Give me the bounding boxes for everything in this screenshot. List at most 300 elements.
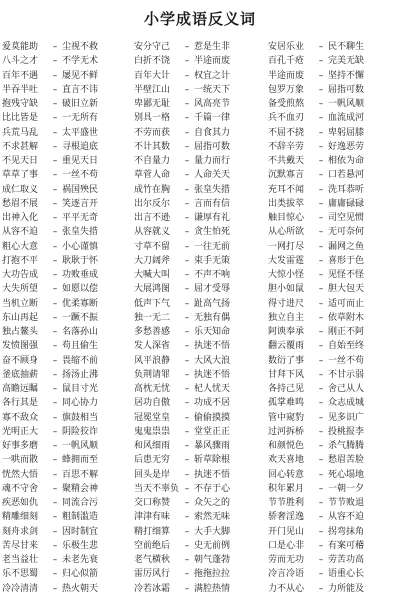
idiom: 好事多磨	[2, 441, 39, 451]
idiom: 从容不迫	[2, 227, 39, 238]
idiom: 欢天喜地	[268, 455, 305, 466]
idiom: 和风细雨	[134, 441, 171, 451]
antonym-idiom: 口若悬河	[328, 170, 365, 181]
antonym-idiom: 屈才受辱	[194, 284, 231, 295]
dash-separator: –	[184, 469, 190, 480]
dash-separator: –	[318, 398, 324, 409]
antonym-idiom: 死心塌地	[328, 469, 365, 480]
antonym-idiom: 畏缩不前	[62, 355, 99, 366]
antonym-idiom: 暴风骤雨	[194, 441, 231, 451]
idiom: 粗心大意	[2, 241, 39, 252]
dash-separator: –	[184, 569, 190, 580]
antonym-pair-row	[2, 311, 136, 325]
antonym-idiom: 不声不响	[194, 270, 231, 280]
antonym-idiom: 名落孙山	[62, 327, 99, 337]
dash-separator: –	[52, 455, 58, 466]
antonym-idiom: 一帆风顺	[62, 441, 99, 451]
antonym-pair-row	[268, 168, 400, 182]
antonym-pair-row	[134, 354, 268, 368]
antonym-idiom: 扬汤止沸	[62, 369, 99, 380]
antonym-pair-row	[134, 240, 268, 254]
idiom: 百年大计	[134, 70, 171, 81]
idiom: 老当益壮	[2, 555, 39, 565]
antonym-pair-row	[134, 582, 268, 596]
antonym-pair-row	[134, 211, 268, 225]
antonym-pair-row	[134, 368, 268, 382]
dash-separator: –	[184, 184, 190, 195]
dash-separator: –	[318, 241, 324, 252]
antonym-pair-row	[268, 69, 400, 83]
antonym-idiom: 谦厚有礼	[194, 213, 231, 223]
dash-separator: –	[184, 312, 190, 323]
dash-separator: –	[52, 498, 58, 508]
antonym-idiom: 斩草除根	[194, 455, 231, 466]
antonym-idiom: 半途而废	[194, 56, 231, 67]
dash-separator: –	[184, 455, 190, 466]
dash-separator: –	[184, 355, 190, 366]
dash-separator: –	[318, 384, 324, 394]
dash-separator: –	[318, 84, 324, 95]
antonym-idiom: 权宜之计	[194, 70, 231, 81]
antonym-pair-row	[134, 311, 268, 325]
antonym-idiom: 不学无术	[62, 56, 99, 67]
antonym-pair-row	[134, 282, 268, 296]
dash-separator: –	[318, 141, 324, 152]
idiom: 兵不血刃	[268, 113, 305, 124]
dash-separator: –	[52, 227, 58, 238]
dash-separator: –	[52, 170, 58, 181]
dash-separator: –	[184, 170, 190, 181]
antonym-idiom: 执迷不悟	[194, 341, 231, 352]
idiom-column-2	[134, 40, 268, 596]
dash-separator: –	[184, 483, 190, 494]
antonym-pair-row	[134, 97, 268, 111]
idiom: 出尔反尔	[134, 198, 171, 209]
idiom: 高瞻远瞩	[2, 384, 39, 394]
idiom: 老气横秋	[134, 555, 171, 565]
antonym-idiom: 趾高气扬	[194, 298, 231, 309]
antonym-idiom: 见多识广	[328, 412, 365, 423]
antonym-idiom: 从容不迫	[328, 512, 365, 523]
dash-separator: –	[184, 227, 190, 238]
antonym-pair-row	[268, 40, 400, 54]
antonym-idiom: 优柔寡断	[62, 298, 99, 309]
antonym-pair-row	[2, 482, 136, 496]
idiom: 爱莫能助	[2, 42, 39, 52]
antonym-idiom: 愁眉苦脸	[328, 455, 365, 466]
antonym-pair-row	[134, 382, 268, 396]
idiom: 半吞半吐	[2, 84, 39, 95]
dash-separator: –	[318, 56, 324, 67]
dash-separator: –	[318, 255, 324, 266]
dash-separator: –	[52, 156, 58, 166]
dash-separator: –	[52, 213, 58, 223]
dash-separator: –	[184, 298, 190, 309]
dash-separator: –	[318, 412, 324, 423]
antonym-pair-row	[134, 396, 268, 410]
antonym-pair-row	[268, 411, 400, 425]
idiom: 当天不辜负	[134, 483, 180, 494]
idiom: 魂不守舍	[2, 483, 39, 494]
idiom: 出神入化	[2, 213, 39, 223]
antonym-pair-row	[2, 525, 136, 539]
antonym-idiom: 直言不讳	[62, 84, 99, 95]
dash-separator: –	[318, 498, 324, 508]
antonym-idiom: 鼠目寸光	[62, 384, 99, 394]
antonym-idiom: 大风大浪	[194, 355, 231, 366]
antonym-idiom: 尘视不救	[62, 42, 99, 52]
antonym-idiom: 破旧立新	[62, 99, 99, 109]
idiom: 各行其是	[2, 398, 39, 409]
antonym-pair-row	[2, 411, 136, 425]
idiom: 釜底抽薪	[2, 369, 39, 380]
idiom: 苦尽甘来	[2, 540, 39, 551]
antonym-idiom: 自食其力	[194, 127, 231, 138]
antonym-idiom: 喜形于色	[328, 255, 365, 266]
antonym-idiom: 屡见不鲜	[62, 70, 99, 81]
idiom-columns	[0, 40, 400, 594]
antonym-pair-row	[268, 83, 400, 97]
antonym-idiom: 洗耳恭听	[328, 184, 365, 195]
dash-separator: –	[52, 270, 58, 280]
dash-separator: –	[184, 70, 190, 81]
antonym-pair-row	[134, 425, 268, 439]
dash-separator: –	[184, 583, 190, 594]
dash-separator: –	[318, 426, 324, 437]
antonym-pair-row	[268, 382, 400, 396]
idiom: 胆小如鼠	[268, 284, 305, 295]
antonym-pair-row	[2, 126, 136, 140]
antonym-idiom: 堂堂正正	[194, 426, 231, 437]
idiom: 冠冕堂皇	[134, 412, 171, 423]
idiom-column-1	[2, 40, 136, 596]
dash-separator: –	[184, 113, 190, 124]
idiom: 半壁江山	[134, 84, 171, 95]
antonym-pair-row	[2, 83, 136, 97]
antonym-idiom: 因时制宜	[62, 526, 99, 537]
antonym-idiom: 聚精会神	[62, 483, 99, 494]
dash-separator: –	[184, 540, 190, 551]
idiom: 草菅人命	[134, 170, 171, 181]
idiom: 别具一格	[134, 113, 171, 124]
idiom: 触目惊心	[268, 213, 305, 223]
antonym-pair-row	[2, 325, 136, 339]
antonym-idiom: 百思不解	[62, 469, 99, 480]
antonym-idiom: 一蹶不振	[62, 312, 99, 323]
idiom: 出类拔萃	[268, 198, 305, 209]
antonym-idiom: 庸庸碌碌	[328, 198, 365, 209]
dash-separator: –	[318, 213, 324, 223]
antonym-pair-row	[2, 539, 136, 553]
antonym-idiom: 相依为命	[328, 156, 365, 166]
antonym-idiom: 大手大脚	[194, 526, 231, 537]
idiom: 恍然大悟	[2, 469, 39, 480]
dash-separator: –	[318, 156, 324, 166]
antonym-pair-row	[268, 339, 400, 353]
idiom: 鬼鬼祟祟	[134, 426, 171, 437]
antonym-pair-row	[268, 211, 400, 225]
dash-separator: –	[52, 441, 58, 451]
antonym-idiom: 一统天下	[194, 84, 231, 95]
idiom: 百孔千疮	[268, 56, 305, 67]
idiom: 安分守己	[134, 42, 171, 52]
antonym-idiom: 杞人忧天	[194, 384, 231, 394]
dash-separator: –	[184, 341, 190, 352]
dash-separator: –	[318, 441, 324, 451]
dash-separator: –	[318, 555, 324, 565]
idiom: 从容就义	[134, 227, 171, 238]
antonym-idiom: 如愿以偿	[62, 284, 99, 295]
idiom: 大发雷霆	[268, 255, 305, 266]
antonym-pair-row	[268, 482, 400, 496]
antonym-pair-row	[2, 282, 136, 296]
dash-separator: –	[52, 241, 58, 252]
dash-separator: –	[52, 141, 58, 152]
antonym-idiom: 束手无策	[194, 255, 231, 266]
idiom: 不共戴天	[268, 156, 305, 166]
idiom: 充耳不闻	[268, 184, 305, 195]
antonym-pair-row	[2, 154, 136, 168]
idiom: 回头是岸	[134, 469, 171, 480]
dash-separator: –	[318, 455, 324, 466]
antonym-idiom: 司空见惯	[328, 213, 365, 223]
antonym-pair-row	[134, 40, 268, 54]
dash-separator: –	[318, 227, 324, 238]
dash-separator: –	[184, 127, 190, 138]
antonym-pair-row	[134, 297, 268, 311]
dash-separator: –	[184, 56, 190, 67]
idiom: 打抱不平	[2, 255, 39, 266]
antonym-pair-row	[134, 225, 268, 239]
idiom: 安居乐业	[268, 42, 305, 52]
antonym-idiom: 蜂拥而至	[62, 455, 99, 466]
dash-separator: –	[184, 441, 190, 451]
idiom: 大刀阔斧	[134, 255, 171, 266]
antonym-pair-row	[268, 268, 400, 282]
antonym-pair-row	[268, 396, 400, 410]
idiom: 备受煎熬	[268, 99, 305, 109]
antonym-idiom: 粗制滥造	[62, 512, 99, 523]
dash-separator: –	[184, 156, 190, 166]
antonym-pair-row	[134, 168, 268, 182]
antonym-idiom: 贪生怕死	[194, 227, 231, 238]
idiom: 翻云覆雨	[268, 341, 305, 352]
antonym-pair-row	[268, 567, 400, 581]
dash-separator: –	[184, 198, 190, 209]
dash-separator: –	[318, 583, 324, 594]
antonym-pair-row	[268, 140, 400, 154]
antonym-pair-row	[268, 297, 400, 311]
dash-separator: –	[52, 284, 58, 295]
dash-separator: –	[52, 99, 58, 109]
dash-separator: –	[184, 526, 190, 537]
antonym-pair-row	[268, 197, 400, 211]
antonym-idiom: 一丝不苟	[328, 355, 365, 366]
antonym-idiom: 一丝不苟	[62, 170, 99, 181]
antonym-idiom: 乐极生悲	[62, 540, 99, 551]
antonym-pair-row	[134, 183, 268, 197]
idiom: 东山再起	[2, 312, 39, 323]
idiom: 光明正大	[2, 426, 39, 437]
dash-separator: –	[52, 583, 58, 594]
dash-separator: –	[52, 426, 58, 437]
antonym-idiom: 拐弯抹角	[328, 526, 365, 537]
idiom: 包罗万象	[268, 84, 305, 95]
idiom: 精雕细刻	[2, 512, 39, 523]
antonym-pair-row	[134, 525, 268, 539]
antonym-idiom: 卑躬屈膝	[328, 127, 365, 138]
idiom: 独占鳌头	[2, 327, 39, 337]
antonym-pair-row	[2, 339, 136, 353]
antonym-pair-row	[268, 154, 400, 168]
idiom: 寡不敌众	[2, 412, 39, 423]
idiom: 力不从心	[268, 583, 305, 594]
antonym-idiom: 张皇失措	[194, 184, 231, 195]
idiom: 不辞辛劳	[268, 141, 305, 152]
idiom: 节节胜利	[268, 498, 305, 508]
idiom: 百年不遇	[2, 70, 39, 81]
antonym-idiom: 同流合污	[62, 498, 99, 508]
dash-separator: –	[52, 569, 58, 580]
antonym-pair-row	[2, 183, 136, 197]
antonym-pair-row	[2, 240, 136, 254]
antonym-idiom: 无独有偶	[194, 312, 231, 323]
antonym-idiom: 苟且偷生	[62, 341, 99, 352]
dash-separator: –	[318, 42, 324, 52]
idiom: 津津有味	[134, 512, 171, 523]
antonym-idiom: 一帆风顺	[328, 99, 365, 109]
antonym-idiom: 拖拖拉拉	[194, 569, 231, 580]
dash-separator: –	[184, 398, 190, 409]
antonym-idiom: 惹是生非	[194, 42, 231, 52]
antonym-pair-row	[134, 468, 268, 482]
idiom-column-3	[268, 40, 400, 596]
idiom: 开门见山	[268, 526, 305, 537]
dash-separator: –	[52, 412, 58, 423]
idiom: 成仁取义	[2, 184, 39, 195]
antonym-idiom: 一往无前	[194, 241, 231, 252]
idiom: 各持己见	[268, 384, 305, 394]
idiom: 愁眉不展	[2, 198, 39, 209]
antonym-pair-row	[268, 240, 400, 254]
dash-separator: –	[52, 341, 58, 352]
antonym-idiom: 平平无奇	[62, 213, 99, 223]
antonym-pair-row	[2, 468, 136, 482]
idiom: 八斗之才	[2, 56, 39, 67]
antonym-pair-row	[2, 97, 136, 111]
antonym-pair-row	[268, 325, 400, 339]
antonym-idiom: 索然无味	[194, 512, 231, 523]
idiom: 不见天日	[2, 156, 39, 166]
antonym-idiom: 阴险狡诈	[62, 426, 99, 437]
antonym-idiom: 偷偷摸摸	[194, 412, 231, 423]
antonym-idiom: 寻根追底	[62, 141, 99, 152]
antonym-pair-row	[268, 553, 400, 567]
dash-separator: –	[184, 498, 190, 508]
dash-separator: –	[318, 355, 324, 366]
idiom: 疾恶如仇	[2, 498, 39, 508]
antonym-idiom: 千篇一律	[194, 113, 231, 124]
antonym-pair-row	[2, 553, 136, 567]
idiom: 交口称赞	[134, 498, 171, 508]
dash-separator: –	[318, 312, 324, 323]
antonym-pair-row	[268, 582, 400, 596]
antonym-pair-row	[134, 553, 268, 567]
antonym-idiom: 民不聊生	[328, 42, 365, 52]
antonym-idiom: 完美无缺	[328, 56, 365, 67]
dash-separator: –	[52, 327, 58, 337]
antonym-idiom: 重见天日	[62, 156, 99, 166]
idiom: 发愤图强	[2, 341, 39, 352]
antonym-idiom: 不甘示弱	[328, 369, 365, 380]
antonym-idiom: 自始至终	[328, 341, 365, 352]
idiom: 孤掌难鸣	[268, 398, 305, 409]
antonym-pair-row	[2, 496, 136, 510]
antonym-pair-row	[134, 111, 268, 125]
idiom: 得寸进尺	[268, 298, 305, 309]
antonym-pair-row	[268, 453, 400, 467]
antonym-idiom: 劳苦功高	[328, 555, 365, 565]
dash-separator: –	[52, 555, 58, 565]
idiom: 草草了事	[2, 170, 39, 181]
idiom: 精打细算	[134, 526, 171, 537]
idiom: 从心所欲	[268, 227, 305, 238]
antonym-idiom: 同心协力	[62, 398, 99, 409]
antonym-idiom: 胆大包天	[328, 284, 365, 295]
dash-separator: –	[184, 270, 190, 280]
antonym-idiom: 太平盛世	[62, 127, 99, 138]
dash-separator: –	[318, 99, 324, 109]
idiom: 独立自主	[268, 312, 305, 323]
antonym-idiom: 张皇失措	[62, 227, 99, 238]
antonym-idiom: 未老先衰	[62, 555, 99, 565]
antonym-idiom: 屈指可数	[328, 84, 365, 95]
antonym-idiom: 满腔热情	[194, 583, 231, 594]
idiom: 甘拜下风	[268, 369, 305, 380]
idiom: 不计其数	[134, 141, 171, 152]
antonym-idiom: 执迷不悟	[194, 369, 231, 380]
antonym-pair-row	[134, 325, 268, 339]
antonym-pair-row	[134, 510, 268, 524]
antonym-pair-row	[2, 439, 136, 453]
idiom: 不屈不挠	[268, 127, 305, 138]
antonym-pair-row	[268, 311, 400, 325]
antonym-pair-row	[268, 510, 400, 524]
dash-separator: –	[318, 526, 324, 537]
idiom: 冷言冷语	[268, 569, 305, 580]
idiom: 高枕无忧	[134, 384, 171, 394]
dash-separator: –	[184, 555, 190, 565]
idiom: 不求甚解	[2, 141, 39, 152]
antonym-pair-row	[268, 126, 400, 140]
antonym-pair-row	[134, 539, 268, 553]
dash-separator: –	[184, 284, 190, 295]
dash-separator: –	[52, 512, 58, 523]
idiom: 空前绝后	[134, 540, 171, 551]
dash-separator: –	[184, 327, 190, 337]
dash-separator: –	[52, 56, 58, 67]
dash-separator: –	[318, 569, 324, 580]
dash-separator: –	[318, 170, 324, 181]
antonym-idiom: 耿耿于怀	[62, 255, 99, 266]
antonym-idiom: 功成不居	[194, 398, 231, 409]
dash-separator: –	[52, 127, 58, 138]
antonym-idiom: 刚正不阿	[328, 327, 365, 337]
antonym-pair-row	[268, 539, 400, 553]
dash-separator: –	[52, 198, 58, 209]
idiom: 成竹在胸	[134, 184, 171, 195]
idiom: 沉默寡言	[268, 170, 305, 181]
